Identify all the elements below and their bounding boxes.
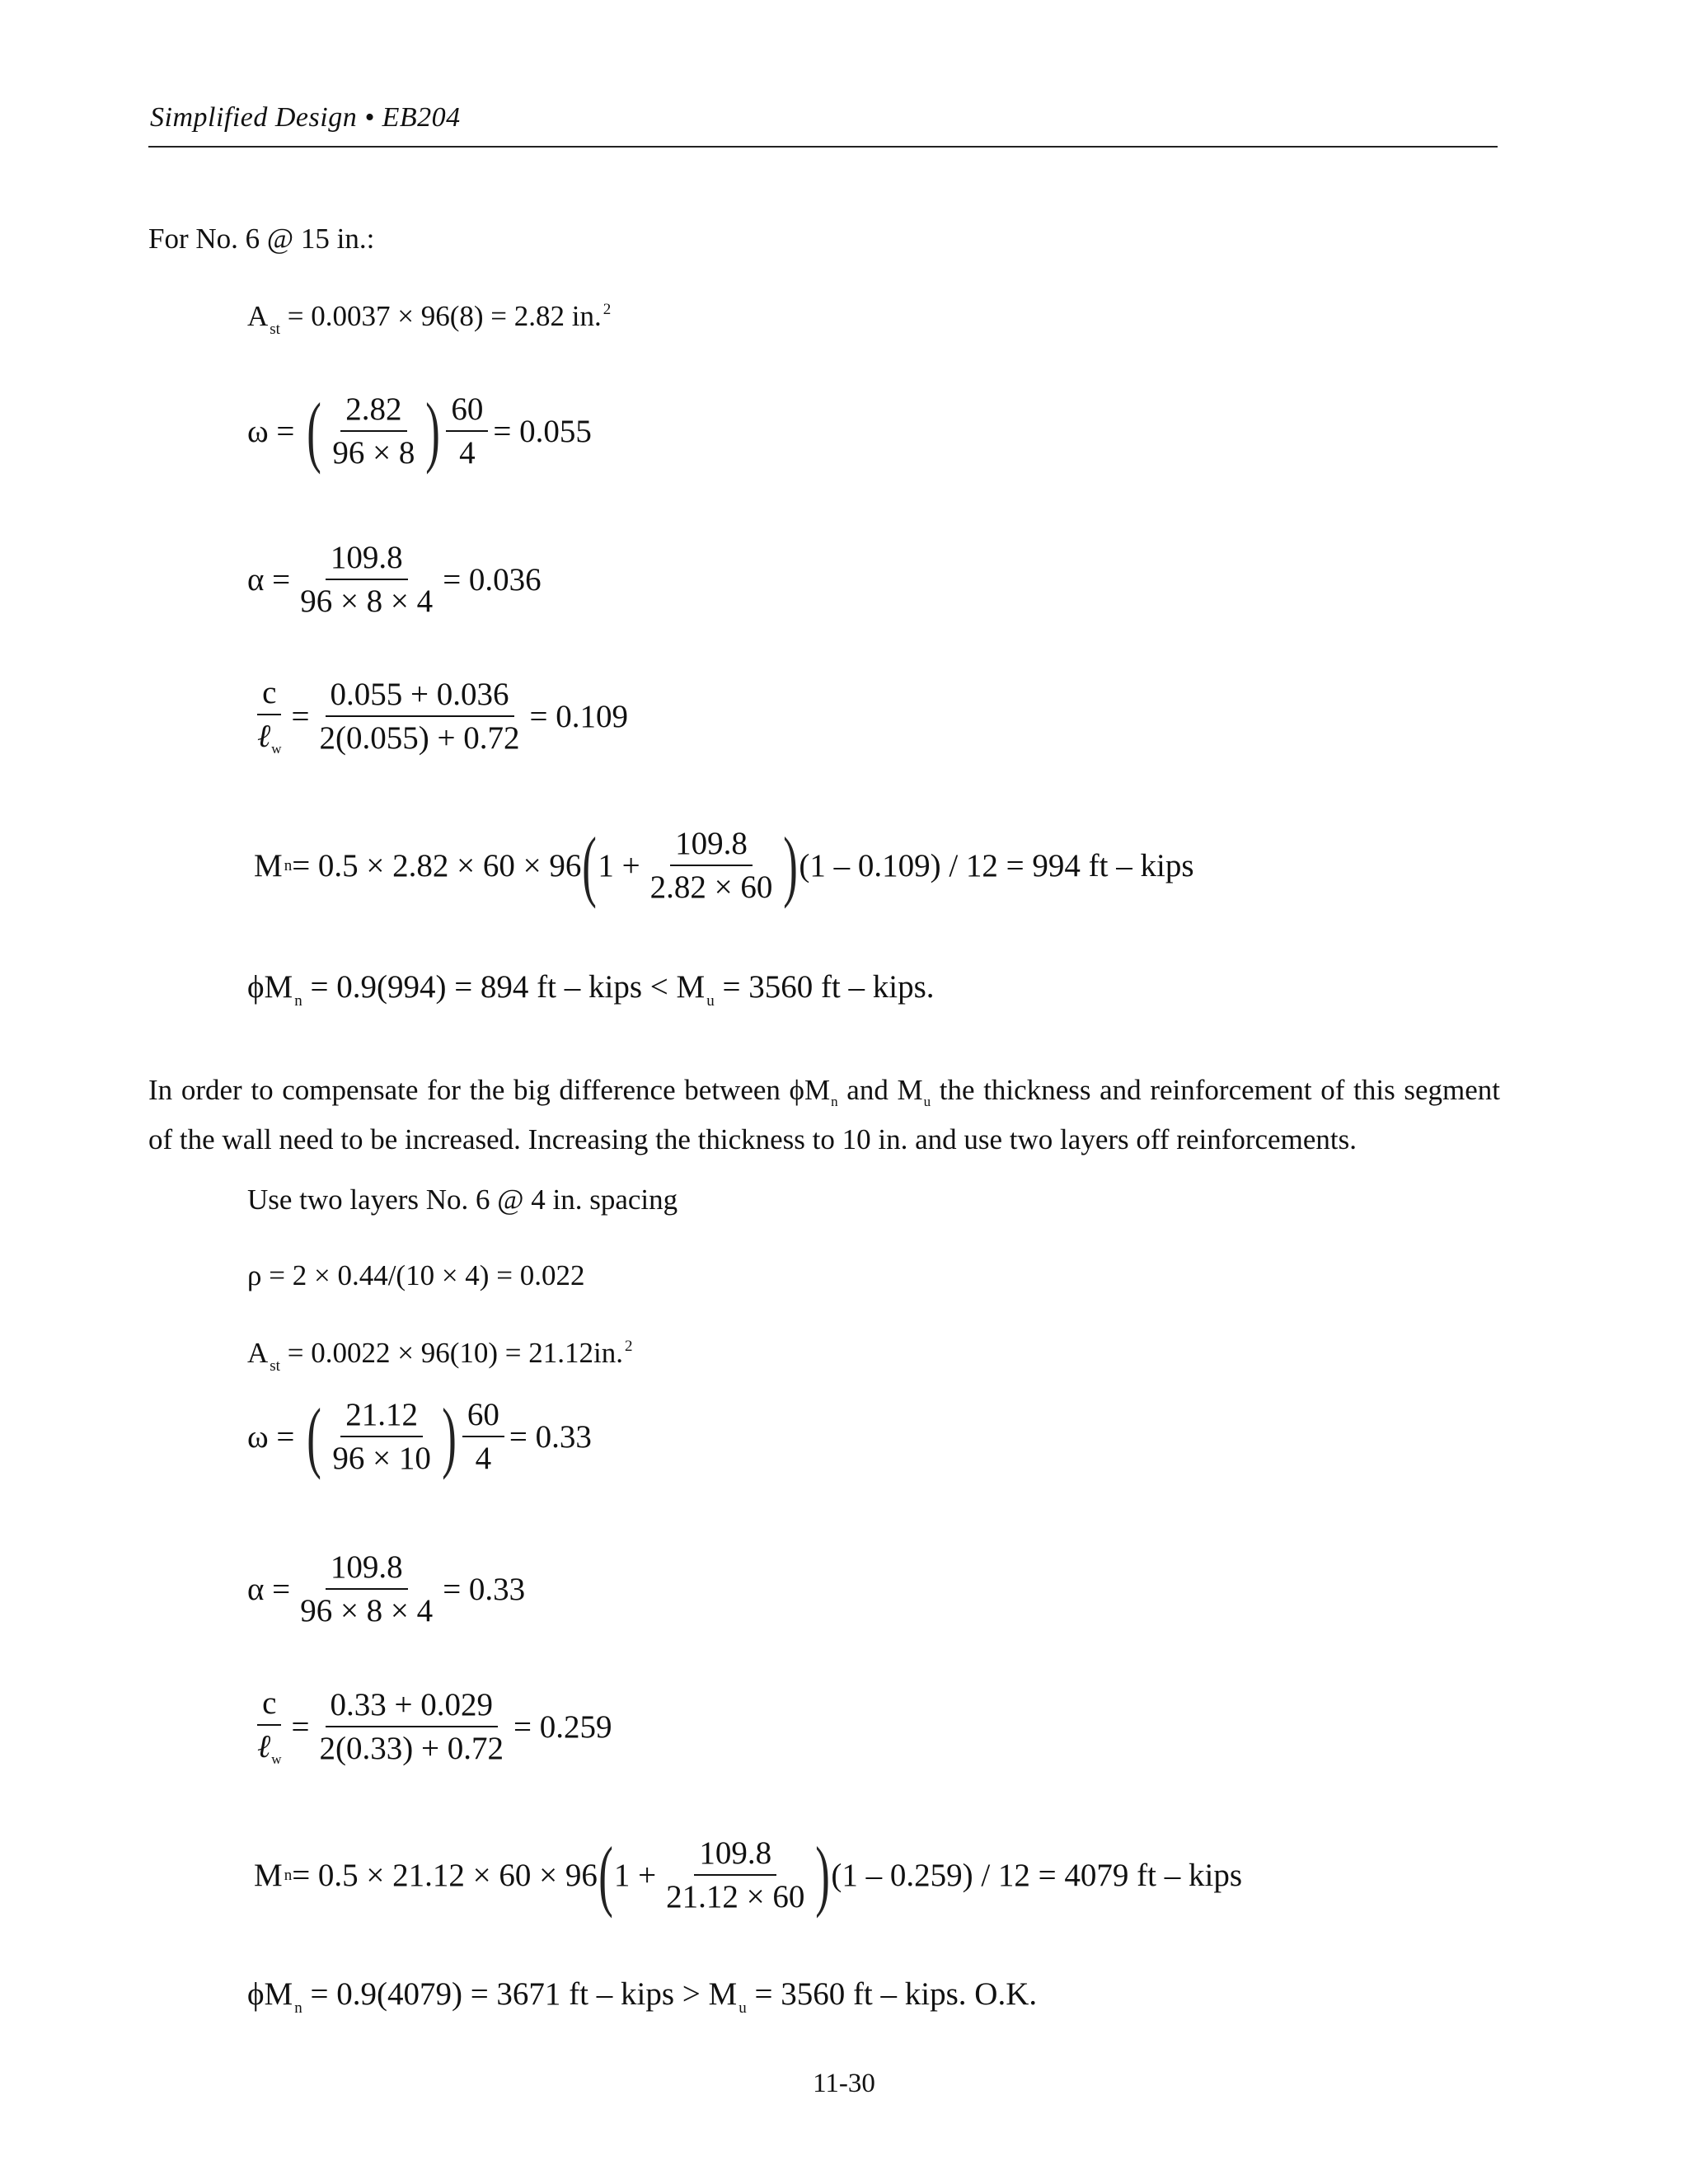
paragraph-subscript-n: n [831,1094,838,1109]
fraction-numerator: 21.12 [340,1399,423,1437]
omega-result: = 0.33 [509,1418,592,1455]
alpha-lhs: α = [247,561,291,598]
fraction-denominator [252,715,287,756]
phi-mn-middle: = 0.9(994) = 894 ft – kips < M [302,969,706,1005]
mn-subscript: n [284,856,293,874]
phi-mn-symbol: ϕM [247,969,293,1005]
omega-fraction [327,393,420,469]
header-rule [148,146,1498,148]
mn-tail: (1 – 0.109) / 12 = 994 ft – kips [799,847,1194,883]
omega-ratio-fraction [462,1399,504,1474]
ast-subscript: st [270,1357,280,1375]
fraction-numerator: 0.055 + 0.036 [326,678,514,717]
fraction-denominator [252,1726,287,1766]
fraction-denominator: 2(0.33) + 0.72 [319,1731,504,1766]
fraction-numerator: c [257,1687,281,1726]
ast-superscript: 2 [624,1338,633,1355]
right-paren: ) [425,386,441,475]
mn-tail: (1 – 0.259) / 12 = 4079 ft – kips [831,1857,1242,1893]
paragraph-subscript-u: u [923,1094,931,1109]
fraction-denominator: 2.82 × 60 [649,869,773,905]
ast-superscript: 2 [603,301,612,318]
fraction-numerator: 0.33 + 0.029 [326,1689,499,1727]
ast-equation-2 [247,1338,632,1374]
phi-mn-equation-1 [247,971,935,1009]
paragraph-text-2: and M [837,1074,923,1106]
ast-equation-1 [247,302,611,337]
running-head: Simplified Design • EB204 [150,102,461,133]
alpha-result: = 0.036 [443,561,542,598]
phi-mn-subscript: n [294,1999,302,2017]
fraction-numerator: c [257,677,281,715]
paragraph-text-3: the thickness and reinforcement of this segment of the wall need to be increased. Increasing the thickness to 10 in. and use two layers off reinforcements. [148,1074,1500,1155]
fraction-denominator: 21.12 × 60 [666,1879,805,1915]
lw-subscript: w [271,1751,282,1767]
one-plus: 1 + [613,1857,657,1893]
fraction-denominator: 96 × 8 × 4 [300,583,434,619]
right-paren: ) [815,1830,831,1919]
c-over-lw-equation-1 [247,671,628,762]
alpha-lhs: α = [247,1571,291,1607]
ast-rhs: = 0.0037 × 96(8) = 2.82 in. [279,300,602,332]
fraction-denominator: 96 × 8 [332,435,415,471]
omega-equation-2 [247,1391,592,1482]
fraction-numerator: 60 [462,1399,504,1437]
mn-product: = 0.5 × 21.12 × 60 × 96 [292,1857,598,1893]
mn-equation-2 [254,1830,1242,1920]
lw-subscript: w [271,741,282,757]
mn-fraction [645,827,778,903]
left-paren: ( [307,1391,322,1480]
ratio-fraction [315,1689,509,1765]
mn-symbol: M [254,847,283,883]
fraction-numerator: 109.8 [670,827,753,866]
phi-mn-middle: = 0.9(4079) = 3671 ft – kips > M [302,1976,738,2012]
fraction-denominator: 96 × 10 [332,1441,431,1476]
omega-lhs: ω = [247,1418,295,1455]
left-paren: ( [598,1830,613,1919]
fraction-numerator: 109.8 [326,541,408,580]
intro-line-1: For No. 6 @ 15 in.: [148,223,375,255]
phi-mn-symbol: ϕM [247,1976,293,2012]
phi-mn-subscript: n [294,992,302,1010]
omega-lhs: ω = [247,413,295,449]
mu-subscript: u [738,1999,747,2017]
omega-equation-1 [247,386,592,476]
c-over-lw-fraction [252,677,287,756]
body-paragraph [148,1071,1500,1159]
mn-equation-1 [254,820,1194,911]
right-paren: ) [442,1391,457,1480]
rho-equation: ρ = 2 × 0.44/(10 × 4) = 0.022 [247,1259,585,1291]
phi-mn-end: = 3560 ft – kips. O.K. [746,1976,1038,2012]
alpha-fraction [295,541,438,617]
fraction-denominator: 96 × 8 × 4 [300,1593,434,1629]
fraction-numerator: 60 [446,393,488,432]
fraction-denominator: 2(0.055) + 0.72 [319,720,520,756]
use-two-layers-line: Use two layers No. 6 @ 4 in. spacing [247,1183,678,1216]
equals-sign: = [291,1708,310,1745]
fraction-numerator: 2.82 [340,393,406,432]
equals-sign: = [291,698,310,734]
fraction-numerator: 109.8 [326,1551,408,1590]
fraction-denominator: 4 [475,1441,492,1476]
left-paren: ( [582,820,598,909]
mn-product: = 0.5 × 2.82 × 60 × 96 [292,847,582,883]
fraction-denominator: 4 [459,435,476,471]
mn-fraction [661,1837,809,1913]
ast-symbol: A [247,1337,269,1369]
phi-mn-equation-2 [247,1978,1037,2016]
omega-fraction [327,1399,436,1474]
fraction-numerator: 109.8 [694,1837,776,1876]
left-paren: ( [307,386,322,475]
lw-symbol: ℓ [257,1729,271,1765]
phi-mn-end: = 3560 ft – kips. [714,969,935,1005]
alpha-equation-2 [247,1544,525,1634]
page-number: 11-30 [813,2069,875,2098]
paragraph-text-1: In order to compensate for the big difference between ϕM [148,1074,831,1106]
omega-result: = 0.055 [493,413,592,449]
c-over-lw-equation-2 [247,1681,612,1772]
alpha-equation-1 [247,534,542,625]
ast-rhs: = 0.0022 × 96(10) = 21.12in. [279,1337,623,1369]
mu-subscript: u [706,992,715,1010]
right-paren: ) [783,820,799,909]
one-plus: 1 + [598,847,640,883]
c-over-lw-fraction [252,1687,287,1766]
ratio-result: = 0.259 [513,1708,612,1745]
mn-symbol: M [254,1857,283,1893]
ast-subscript: st [270,321,280,338]
lw-symbol: ℓ [257,719,271,754]
ast-symbol: A [247,300,269,332]
alpha-result: = 0.33 [443,1571,526,1607]
mn-subscript: n [284,1866,293,1884]
omega-ratio-fraction [446,393,488,469]
ratio-fraction [315,678,525,754]
ratio-result: = 0.109 [529,698,629,734]
alpha-fraction [295,1551,438,1627]
